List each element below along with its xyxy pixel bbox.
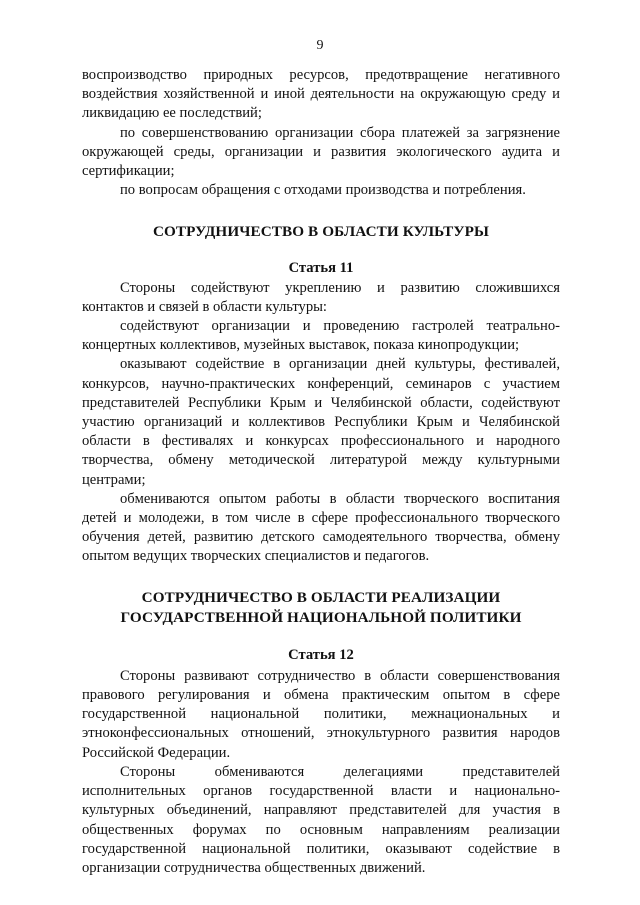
intro-paragraph: по совершенствованию организации сбора платежей за загрязнение окружающей среды, организации и развития экологического аудита и сертификации; (82, 124, 560, 180)
article-title-12: Статья 12 (288, 646, 354, 663)
intro-paragraph: по вопросам обращения с отходами производства и потребления. (120, 182, 526, 199)
article-11-paragraph: обмениваются опытом работы в области творческого воспитания детей и молодежи, в том числе в сфере профессионального творческого обучения детей, развитию детского самодеятельного творчества, обмену опытом ведущих творческих специалистов и педагогов. (82, 490, 560, 565)
section-heading-national-policy-line1: СОТРУДНИЧЕСТВО В ОБЛАСТИ РЕАЛИЗАЦИИ (141, 588, 501, 606)
article-11-paragraph: оказывают содействие в организации дней культуры, фестивалей, конкурсов, научно-практических конференций, семинаров с участием представителей Республики Крым и Челябинской области, содействуют участию организаций и коллективов Республики Крым и Челябинской области в фестивалях и конкурсах профессионального и народного творчества, обмену методической литературой между культурными центрами; (82, 356, 560, 488)
section-heading-national-policy-line2: ГОСУДАРСТВЕННОЙ НАЦИОНАЛЬНОЙ ПОЛИТИКИ (120, 608, 522, 626)
section-heading-culture: СОТРУДНИЧЕСТВО В ОБЛАСТИ КУЛЬТУРЫ (152, 223, 490, 241)
article-12-paragraph: Стороны обмениваются делегациями представителей исполнительных органов государственной власти и национально-культурных объединений, направляют представителей для участия в общественных форумах по основным направлениям реализации государственной национальной политики, оказывают содействие в организации сотрудничества общественных движений. (82, 763, 560, 876)
article-11-paragraph: Стороны содействуют укреплению и развитию сложившихся контактов и связей в области культуры: (82, 279, 560, 315)
page-number: 9 (316, 38, 324, 53)
article-title-11: Статья 11 (288, 260, 354, 277)
article-12-paragraph: Стороны развивают сотрудничество в области совершенствования правового регулирования и обмена практическим опытом в сфере государственной национальной политики, межнациональных и этноконфессиональных отношений, этнокультурного развития народов Российской Федерации. (82, 667, 560, 761)
intro-paragraph: воспроизводство природных ресурсов, предотвращение негативного воздействия хозяйственной и иной деятельности на окружающую среду и ликвидацию ее последствий; (82, 67, 560, 122)
article-11-paragraph: содействуют организации и проведению гастролей театрально-концертных коллективов, музейных выставок, показа кинопродукции; (82, 318, 560, 354)
document-body (82, 66, 560, 878)
